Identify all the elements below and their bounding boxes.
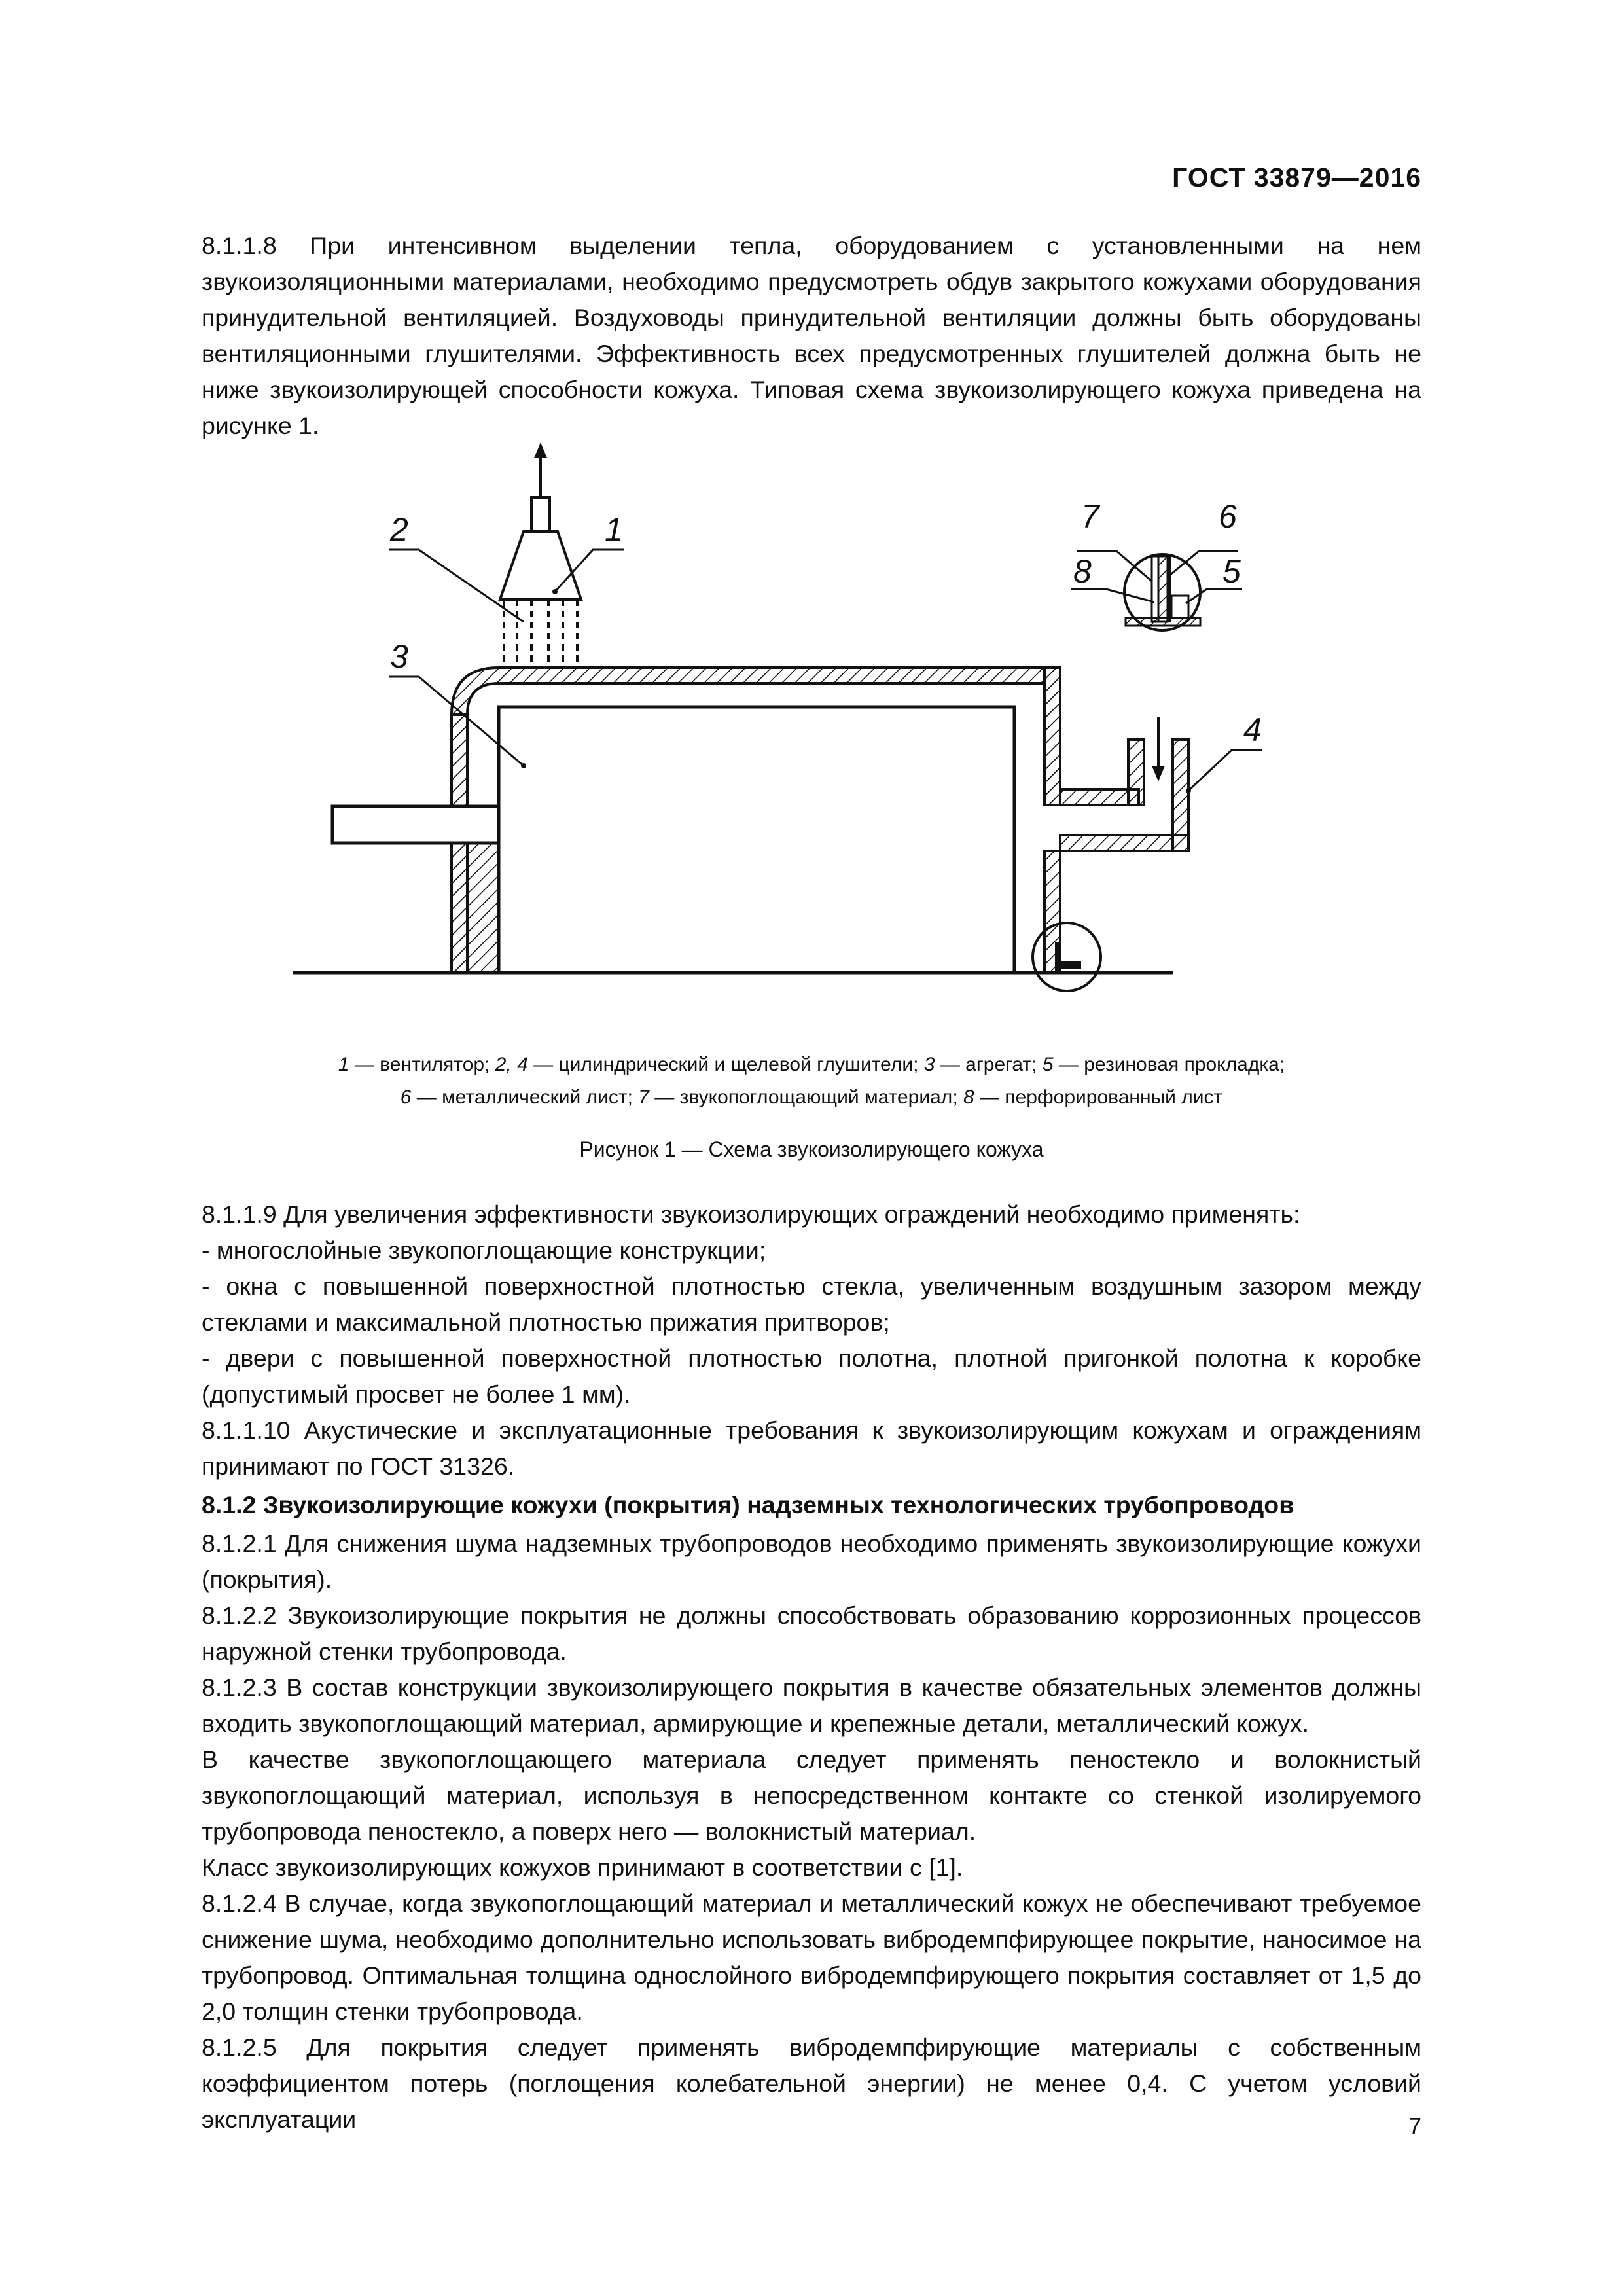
paragraph-8-1-2-1: 8.1.2.1 Для снижения шума надземных трубопроводов необходимо применять звукоизолирующие кожухи (покрытия). (202, 1530, 1421, 1593)
paragraph-8-1-1-9: 8.1.1.9 Для увеличения эффективности звукоизолирующих ограждений необходимо применять: (202, 1200, 1300, 1228)
label-8: 8 (1073, 553, 1092, 590)
detail-circle-top (1124, 554, 1200, 630)
figure-title: Рисунок 1 — Схема звукоизолирующего кожуха (579, 1138, 1044, 1161)
label-4: 4 (1243, 711, 1262, 748)
section-heading-8-1-2: 8.1.2 Звукоизолирующие кожухи (покрытия) надземных технологических трубопроводов (202, 1491, 1294, 1518)
paragraph-8-1-2-3-c: Класс звукоизолирующих кожухов принимают в соответствии с [1]. (202, 1854, 963, 1881)
aggregate-box (499, 707, 1014, 973)
page-number: 7 (1408, 2113, 1421, 2140)
paragraph-8-1-2-3: 8.1.2.3 В состав конструкции звукоизолирующего покрытия в качестве обязательных элементов должны входить звукопоглощающий материал, армирующие и крепежные детали, металлический кожух. (202, 1674, 1421, 1737)
paragraph-8-1-2-5: 8.1.2.5 Для покрытия следует применять вибродемпфирующие материалы с собственным коэффициентом потерь (поглощения колебательной энергии) не менее 0,4. С учетом условий эксплуатации (202, 2034, 1421, 2133)
body-text (202, 1196, 1421, 2138)
paragraph-8-1-1-10: 8.1.1.10 Акустические и эксплуатационные требования к звукоизолирующим кожухам и ограждениям принимают по ГОСТ 31326. (202, 1416, 1421, 1480)
paragraph-8-1-2-2: 8.1.2.2 Звукоизолирующие покрытия не должны способствовать образованию коррозионных процессов наружной стенки трубопровода. (202, 1602, 1421, 1665)
paragraph-8-1-2-3-b: В качестве звукопоглощающего материала следует применять пеностекло и волокнистый звукопоглощающий материал, используя в непосредственном контакте со стенкой изолируемого трубопровода пеностекло, а поверх него — волокнистый материал. (202, 1746, 1421, 1845)
aggregate-shaft (332, 806, 499, 843)
label-2: 2 (390, 511, 408, 548)
label-1: 1 (605, 511, 623, 548)
detail-circle-bottom (1033, 923, 1101, 991)
figure-legend-line-2: 6 — металлический лист; 7 — звукопоглощающий материал; 8 — перфорированный лист (400, 1086, 1223, 1108)
fan-and-cylindrical-silencer (500, 442, 581, 668)
label-7: 7 (1081, 498, 1099, 535)
paragraph-8-1-2-4: 8.1.2.4 В случае, когда звукопоглощающий материал и металлический кожух не обеспечивают требуемое снижение шума, необходимо дополнительно использовать вибродемпфирующее покрытие, наносимое на трубопровод. Оптимальная толщина однослойного вибродемпфирующего покрытия составляет от 1,5 до 2,0 толщин стенки трубопровода. (202, 1890, 1421, 2025)
label-6: 6 (1219, 498, 1237, 535)
document-header-standard-id: ГОСТ 33879—2016 (1172, 162, 1421, 192)
label-5: 5 (1222, 553, 1241, 590)
list-item-3: - двери с повышенной поверхностной плотностью полотна, плотной пригонкой полотна к коробке (допустимый просвет не более 1 мм). (202, 1344, 1421, 1408)
label-3: 3 (390, 638, 408, 675)
paragraph-8-1-1-8: 8.1.1.8 При интенсивном выделении тепла, оборудованием с установленными на нем звукоизоляционными материалами, необходимо предусмотреть обдув закрытого кожухами оборудования принудительной вентиляцией. Воздуховоды принудительной вентиляции должны быть оборудованы вентиляционными глушителями. Эффективность всех предусмотренных глушителей должна быть не ниже звукоизолирующей способности кожуха. Типовая схема звукоизолирующего кожуха приведена на рисунке 1. (202, 232, 1421, 439)
figure-legend-line-1: 1 — вентилятор; 2, 4 — цилиндрический и щелевой глушители; 3 — агрегат; 5 — резиновая прокладка; (338, 1054, 1285, 1075)
list-item-1: - многослойные звукопоглощающие конструкции; (202, 1236, 766, 1264)
list-item-2: - окна с повышенной поверхностной плотностью стекла, увеличенным воздушным зазором между стеклами и максимальной плотностью прижатия притворов; (202, 1272, 1421, 1336)
